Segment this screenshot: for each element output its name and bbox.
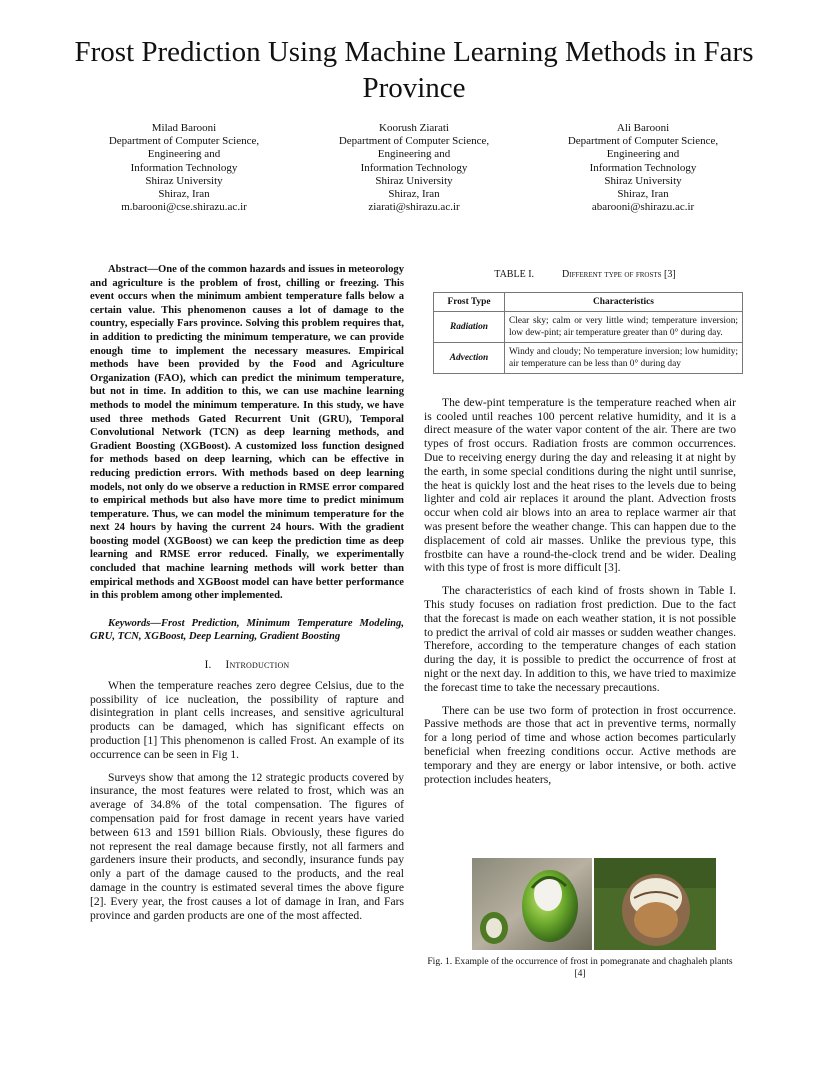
table-label: TABLE I. (494, 269, 535, 280)
keywords: Keywords—Frost Prediction, Minimum Temperature Modeling, GRU, TCN, XGBoost, Deep Learning, Gradient Boosting (90, 617, 404, 643)
author-3 (543, 122, 743, 214)
table-header-cell: Characteristics (505, 292, 743, 311)
frost-types-table (433, 292, 743, 374)
author-1 (84, 122, 284, 214)
paragraph: The dew-pint temperature is the temperature reached when air is cooled until reaches 100 percent relative humidity, and it is a direct measure of the water vapor content of the air. There are two types of frost occurs. Radiation frosts are common occurrences. Due to receiving energy during the day and releasing it at night by the earth, in some special conditions during the night until sunrise, the heat is quickly lost and the heat rises to the levels due to being lighter and cold air replaces it around the plant. Advection frosts occur when cold air blows into an area to replace warmer air that was present before the weather change. This can happen due to the displacement of cold air masses. Unlike the previous type, this frostbite can have a round-the-clock trend and be wider. Dealing with this type of frost is more difficult [3]. (424, 395, 736, 575)
author-city: Shiraz, Iran (158, 188, 210, 201)
author-university: Shiraz University (604, 174, 682, 187)
figure-1 (472, 858, 716, 950)
table-caption (434, 268, 736, 282)
author-name: Milad Barooni (151, 122, 217, 134)
table-cell-type: Radiation (434, 311, 505, 342)
abstract: Abstract—One of the common hazards and issues in meteorology and agriculture is the problem of frost, chilling or freezing. This event occurs when the minimum ambient temperature falls below a certain value. This phenomenon causes a lot of damage to the country, especially Fars province. Solving this problem requires that, in addition to predicting the minimum temperature, we can provide enough time to implement the necessary measures. Empirical methods have been provided by the Food and Agriculture Organization (FAO), which can predict the minimum temperature, but not in time. In addition to this, we can use machine learning methods to model the minimum temperature. In this study, we have used three methods Gated Recurrent Unit (GRU), Temporal Convolutional Network (TCN) as deep learning methods, and Gradient Boosting (XGBoost). A customized loss function designed for methods based on deep learning, which can be effective in reducing prediction errors. With methods based on deep learning models, not only do we observe a reduction in RMSE error compared to empirical methods but also have more time to predict minimum temperature. Thus, we can model the minimum temperature for the next 24 hours by having the current 24 hours. With the gradient boosting model (XGBoost) we can keep the prediction time as deep learning and RMSE error reduced. Finally, we experimentally concluded that machine learning methods will work better than empirical methods and XGBoost model can have better performance in this problem among other implemented. (90, 264, 404, 602)
paragraph: The characteristics of each kind of frosts shown in Table I. This study focuses on radiation frost prediction. Due to the fact that the forecast is made on each weather station, it is not possible to predict the arrival of cold air masses or sudden weather changes. Therefore, according to the temperature changes of each station during the day, it is possible to predict the occurrence of frost at night or the next day. In addition to this, we have tried to maximize the forecast time to take the necessary precautions. (424, 584, 736, 694)
right-body (424, 396, 736, 787)
table-header-row (434, 292, 743, 311)
author-dept: Information Technology (360, 161, 468, 174)
author-dept: Information Technology (130, 161, 238, 174)
right-column (424, 268, 736, 795)
author-dept: Department of Computer Science, (108, 135, 260, 148)
table-cell-type: Advection (434, 342, 505, 373)
author-dept: Engineering and (606, 148, 680, 161)
section-number: I. (204, 659, 212, 672)
table-cell-desc: Clear sky; calm or very little wind; temperature inversion; low dew-pint; air temperature greater than 0° during day. (505, 311, 743, 342)
paragraph: When the temperature reaches zero degree Celsius, due to the possibility of ice nucleation, the possibility of rapture and disintegration in plant cells increases, and sensitive agricultural products can be damaged, which has significant effects on production [1] This phenomenon is called Frost. An example of its occurrence can be seen in Fig 1. (90, 678, 404, 761)
table-row (434, 311, 743, 342)
chaghaleh-frost-photo (594, 858, 716, 950)
author-dept: Information Technology (589, 161, 697, 174)
author-dept: Department of Computer Science, (567, 135, 719, 148)
paragraph: There can be use two form of protection in frost occurrence. Passive methods are those that act in preventive terms, normally for a long period of time and whose action becomes particularly beneficial when freezing conditions occur. Active methods are temporary and they are energy or labor intensive, or both. active protection includes heaters, (424, 703, 736, 786)
paragraph: Surveys show that among the 12 strategic products covered by insurance, the most features were related to frost, which was an average of 34.8% of the total compensation. The figures of compensation paid for frost damage in recent years have varied between 613 and 1591 billion Rials. Obviously, these figures do not represent the real damage because firstly, not all farmers and gardeners insure their products, and secondly, insurance funds pay only a part of the damage caused to the products, and the real damage in the country is estimated several times the above figure [2]. Every year, the frost causes a lot of damage in Iran, and Fars province and garden products are one of the most affected. (90, 770, 404, 922)
author-email: ziarati@shirazu.ac.ir (368, 201, 460, 214)
pomegranate-frost-photo (472, 858, 592, 950)
table-header-cell: Frost Type (434, 292, 505, 311)
introduction-body (90, 679, 404, 923)
table-cell-desc: Windy and cloudy; No temperature inversion; low humidity; air temperature can be less than 0° during day (505, 342, 743, 373)
author-email: m.barooni@cse.shirazu.ac.ir (121, 201, 247, 214)
table-title: Different type of frosts [3] (562, 269, 676, 280)
paper-title: Frost Prediction Using Machine Learning Methods in Fars Province (74, 36, 754, 104)
section-title: Introduction (225, 659, 290, 672)
figure-caption: Fig. 1. Example of the occurrence of frost in pomegranate and chaghaleh plants [4] (427, 956, 733, 979)
author-name: Koorush Ziarati (379, 122, 449, 134)
table-row (434, 342, 743, 373)
author-dept: Engineering and (377, 148, 451, 161)
author-email: abarooni@shirazu.ac.ir (591, 201, 695, 214)
section-heading-introduction (90, 659, 404, 673)
left-column (90, 263, 404, 931)
author-university: Shiraz University (375, 174, 453, 187)
author-university: Shiraz University (145, 174, 223, 187)
author-city: Shiraz, Iran (388, 188, 440, 201)
author-dept: Engineering and (147, 148, 221, 161)
author-city: Shiraz, Iran (617, 188, 669, 201)
author-dept: Department of Computer Science, (338, 135, 490, 148)
author-2 (314, 122, 514, 214)
author-name: Ali Barooni (616, 122, 670, 134)
